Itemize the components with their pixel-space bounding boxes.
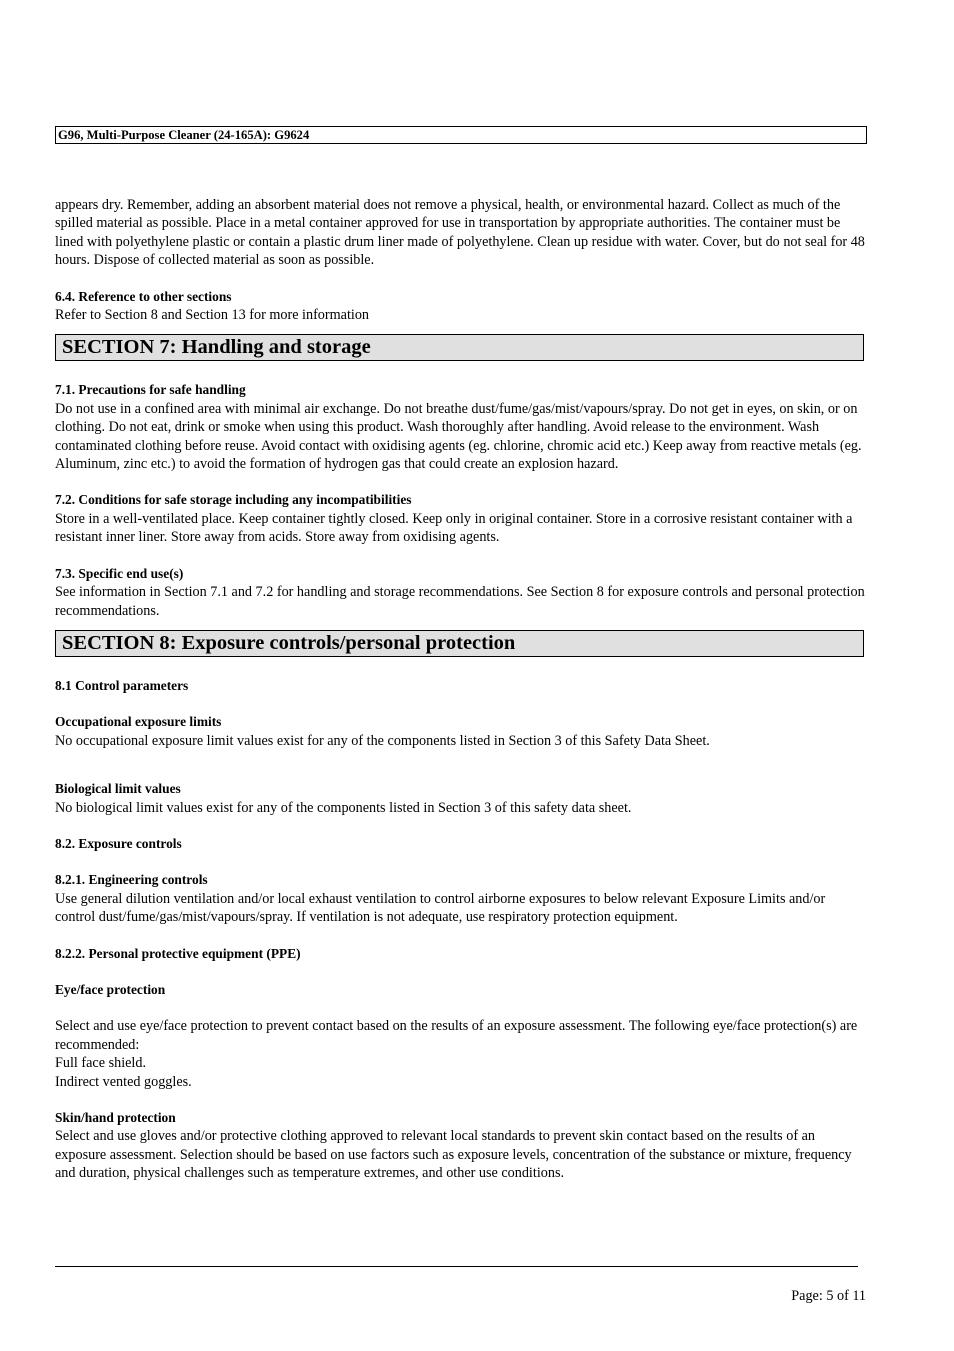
s81-heading: 8.1 Control parameters [55, 677, 189, 693]
oel-heading: Occupational exposure limits [55, 714, 222, 730]
skin-heading: Skin/hand protection [55, 1110, 176, 1125]
document-content [55, 196, 866, 1183]
s822-heading: 8.2.2. Personal protective equipment (PPE) [55, 945, 301, 961]
intro-paragraph: appears dry. Remember, adding an absorbent material does not remove a physical, health, or environmental hazard. Collect as much of the spilled material as possible. Place in a metal container approved for use in transportation by appropriate authorities. The container must be lined with polyethylene plastic or contain a plastic drum liner made of polyethylene. Clean up residue with water. Cover, but do not seal for 48 hours. Dispose of collected material as soon as possible. [55, 197, 865, 269]
s64-heading: 6.4. Reference to other sections [55, 288, 232, 304]
s71-heading: 7.1. Precautions for safe handling [55, 382, 246, 398]
section7-title: SECTION 7: Handling and storage [55, 334, 864, 361]
s71-text: Do not use in a confined area with minimal air exchange. Do not breathe dust/fume/gas/mist/vapours/spray. Do not get in eyes, on skin, or on clothing. Do not eat, drink or smoke when using this product. Wash thoroughly after handling. Avoid release to the environment. Wash contaminated clothing before reuse. Avoid contact with oxidising agents (eg. chlorine, chromic acid etc.) Keep away from reactive metals (eg. Aluminum, zinc etc.) to avoid the formation of hydrogen gas that could create an explosion hazard. [55, 400, 862, 473]
footer-rule [55, 1266, 858, 1267]
eye-item-1: Full face shield. [55, 1055, 147, 1072]
s72-text: Store in a well-ventilated place. Keep container tightly closed. Keep only in original container. Store in a corrosive resistant container with a resistant inner liner. Store away from acids. Store away from oxidising agents. [55, 510, 853, 546]
s64-text: Refer to Section 8 and Section 13 for more information [55, 307, 370, 324]
blv-heading: Biological limit values [55, 781, 181, 797]
eye-item-2: Indirect vented goggles. [55, 1073, 192, 1090]
eye-text: Select and use eye/face protection to prevent contact based on the results of an exposure assessment. The following eye/face protection(s) are recommended: [55, 1018, 858, 1053]
section8-title: SECTION 8: Exposure controls/personal protection [55, 630, 864, 657]
oel-text: No occupational exposure limit values exist for any of the components listed in Section 3 of this Safety Data Sheet. [55, 732, 710, 749]
page-number: Page: 5 of 11 [791, 1288, 866, 1304]
s821-text: Use general dilution ventilation and/or local exhaust ventilation to control airborne exposures to below relevant Exposure Limits and/or control dust/fume/gas/mist/vapours/spray. If ventilation is not adequate, use respiratory protection equipment. [55, 890, 826, 926]
blv-text: No biological limit values exist for any of the components listed in Section 3 of this safety data sheet. [55, 799, 632, 816]
s821-heading: 8.2.1. Engineering controls [55, 872, 208, 888]
s82-heading: 8.2. Exposure controls [55, 835, 182, 851]
s72-heading: 7.2. Conditions for safe storage including any incompatibilities [55, 492, 412, 508]
s73-text: See information in Section 7.1 and 7.2 for handling and storage recommendations. See Section 8 for exposure controls and personal protection recommendations. [55, 584, 865, 619]
eye-heading: Eye/face protection [55, 981, 166, 997]
document-header: G96, Multi-Purpose Cleaner (24-165A): G9624 [55, 126, 867, 144]
s73-heading: 7.3. Specific end use(s) [55, 565, 184, 581]
skin-text: Select and use gloves and/or protective clothing approved to relevant local standards to prevent skin contact based on the results of an exposure assessment. Selection should be based on use factors such as exposure levels, concentration of the substance or mixture, frequency and duration, physical challenges such as temperature extremes, and other use conditions. [55, 1128, 852, 1182]
